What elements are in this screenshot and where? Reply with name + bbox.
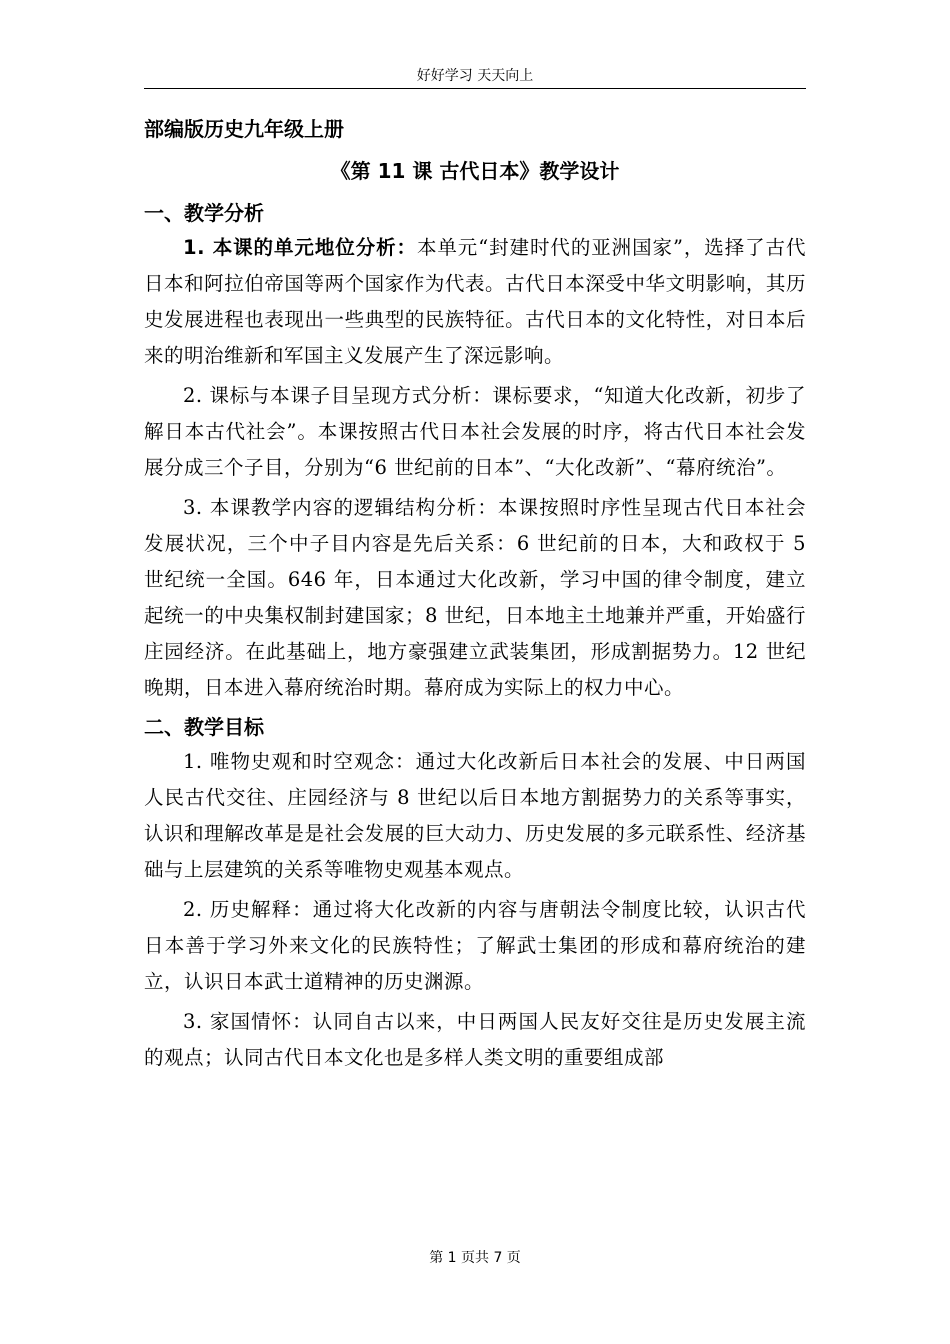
paragraph-text: 3. 家国情怀：认同自古以来，中日两国人民友好交往是历史发展主流的观点；认同古代日本文化也是多样人类文明的重要组成部 — [144, 1010, 806, 1069]
document-title: 《第 11 课 古代日本》教学设计 — [330, 159, 620, 183]
header-divider — [144, 88, 806, 89]
paragraph — [144, 1004, 806, 1076]
paragraph-lead: 1. 本课的单元地位分析： — [183, 236, 417, 259]
paragraph — [144, 378, 806, 486]
section-heading-objectives: 二、教学目标 — [144, 715, 264, 739]
paragraph — [144, 230, 806, 374]
document-body — [144, 112, 806, 1080]
paragraph-text: 1. 唯物史观和时空观念：通过大化改新后日本社会的发展、中日两国人民古代交往、庄园经济与 8 世纪以后日本地方割据势力的关系等事实，认识和理解改革是是社会发展的巨大动力、历史发展的多元联系性、经济基础与上层建筑的关系等唯物史观基本观点。 — [144, 750, 806, 881]
section-heading-analysis: 一、教学分析 — [144, 201, 264, 225]
page-number: 第 1 页共 7 页 — [429, 1250, 521, 1266]
paragraph-text: 本单元“封建时代的亚洲国家”，选择了古代日本和阿拉伯帝国等两个国家作为代表。古代日本深受中华文明影响，其历史发展进程也表现出一些典型的民族特征。古代日本的文化特性，对日本后来的明治维新和军国主义发展产生了深远影响。 — [144, 236, 806, 367]
paragraph — [144, 490, 806, 706]
page-header: 好好学习 天天向上 — [416, 68, 534, 84]
textbook-series: 部编版历史九年级上册 — [144, 117, 344, 141]
paragraph — [144, 892, 806, 1000]
paragraph-text: 3. 本课教学内容的逻辑结构分析：本课按照时序性呈现古代日本社会发展状况，三个中子目内容是先后关系：6 世纪前的日本，大和政权于 5 世纪统一全国。646 年，日本通过大化改新，学习中国的律令制度，建立起统一的中央集权制封建国家；8 世纪，日本地主土地兼并严重，开始盛行庄园经济。在此基础上，地方豪强建立武装集团，形成割据势力。12 世纪晚期，日本进入幕府统治时期。幕府成为实际上的权力中心。 — [144, 496, 806, 699]
paragraph-text: 2. 课标与本课子目呈现方式分析：课标要求，“知道大化改新，初步了解日本古代社会”。本课按照古代日本社会发展的时序，将古代日本社会发展分成三个子目，分别为“6 世纪前的日本”、“大化改新”、“幕府统治”。 — [144, 384, 806, 479]
paragraph-text: 2. 历史解释：通过将大化改新的内容与唐朝法令制度比较，认识古代日本善于学习外来文化的民族特性；了解武士集团的形成和幕府统治的建立，认识日本武士道精神的历史渊源。 — [144, 898, 806, 993]
paragraph — [144, 744, 806, 888]
